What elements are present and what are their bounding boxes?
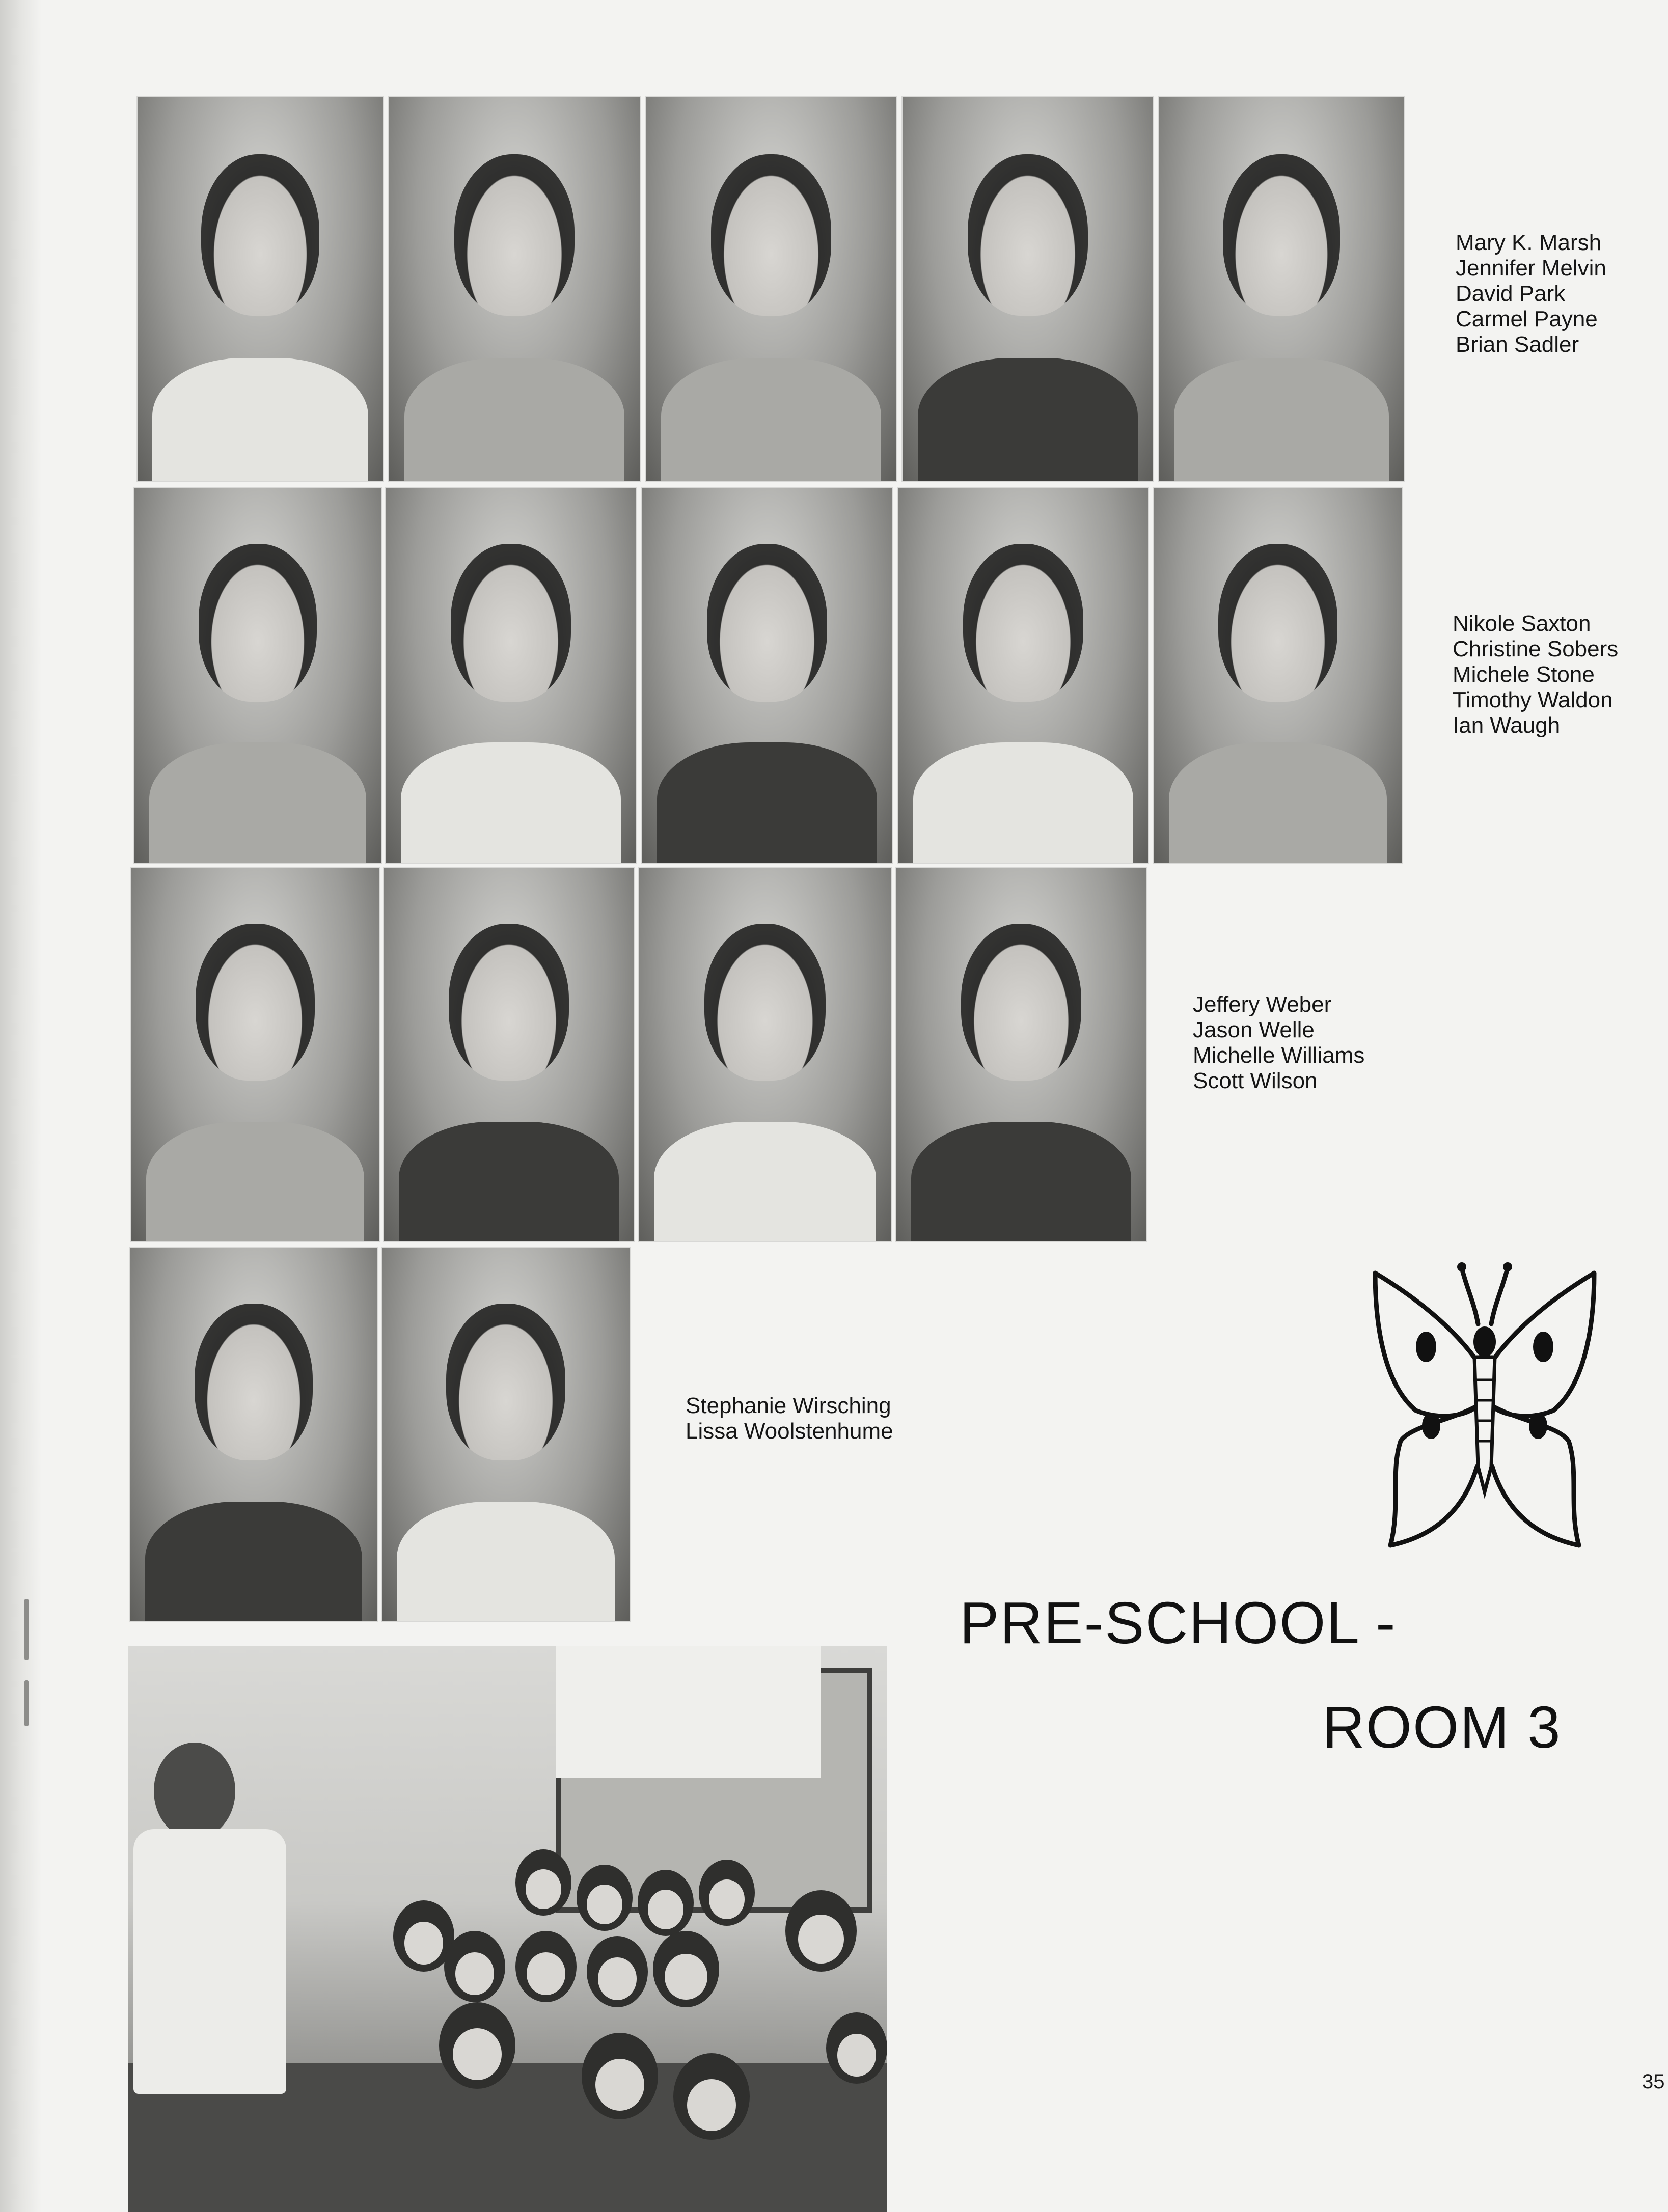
row-2-names (1453, 611, 1618, 738)
butterfly-icon (1370, 1253, 1599, 1553)
student-name: Jeffery Weber (1193, 992, 1332, 1017)
student-portrait (1153, 487, 1403, 864)
page-gutter (0, 0, 42, 2212)
student-portrait (638, 867, 892, 1242)
row-3-names (1193, 992, 1364, 1094)
student-name: Jennifer Melvin (1456, 256, 1606, 281)
student-name: Mary K. Marsh (1456, 230, 1602, 255)
student-name: Brian Sadler (1456, 332, 1579, 357)
student-portrait (383, 867, 635, 1242)
student-name: Jason Welle (1193, 1017, 1315, 1042)
page-title-line-2: ROOM 3 (1322, 1694, 1562, 1760)
student-name: Stephanie Wirsching (686, 1393, 891, 1418)
student-name: Lissa Woolstenhume (686, 1419, 893, 1444)
student-portrait (901, 96, 1154, 482)
student-name: Timothy Waldon (1453, 687, 1613, 712)
student-name: Ian Waugh (1453, 713, 1561, 738)
row-4-names (686, 1393, 893, 1444)
student-name: Scott Wilson (1193, 1068, 1318, 1093)
student-name: Michele Stone (1453, 662, 1595, 687)
staple (24, 1599, 29, 1660)
student-portrait (645, 96, 897, 482)
student-portrait (897, 487, 1149, 864)
staple (24, 1680, 29, 1726)
page-number: 35 (1642, 2070, 1665, 2093)
student-name: David Park (1456, 281, 1566, 306)
student-portrait (895, 867, 1147, 1242)
student-name: Nikole Saxton (1453, 611, 1591, 636)
student-portrait (641, 487, 893, 864)
student-portrait (1158, 96, 1405, 482)
student-portrait (133, 487, 382, 864)
page-title-line-1: PRE-SCHOOL - (960, 1590, 1397, 1656)
row-1-names (1456, 230, 1606, 357)
student-name: Carmel Payne (1456, 307, 1598, 331)
student-portrait (129, 1247, 378, 1622)
student-portrait (136, 96, 384, 482)
student-name: Christine Sobers (1453, 637, 1619, 661)
student-portrait (388, 96, 641, 482)
student-portrait (381, 1247, 631, 1622)
student-name: Michelle Williams (1193, 1043, 1365, 1068)
classroom-group-photo (128, 1646, 887, 2212)
student-portrait (130, 867, 380, 1242)
student-portrait (385, 487, 637, 864)
